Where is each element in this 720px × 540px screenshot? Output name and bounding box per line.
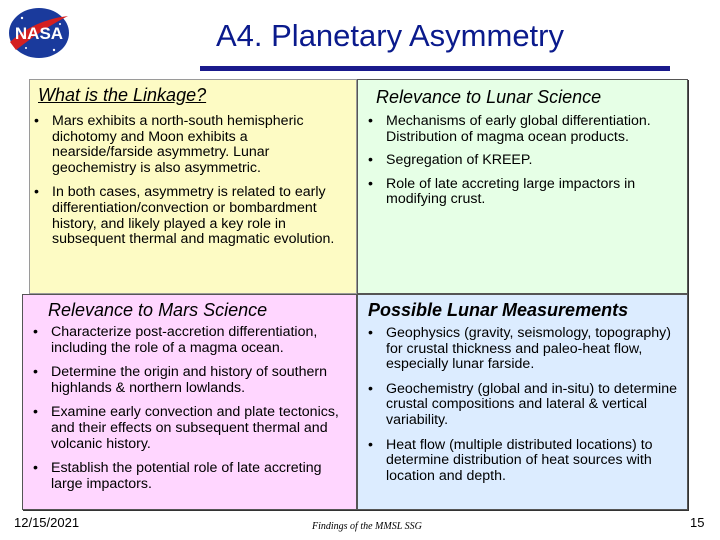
linkage-heading: What is the Linkage?	[38, 85, 207, 105]
lunar-relevance-panel	[357, 79, 688, 294]
mars-relevance-panel	[22, 294, 357, 510]
list-item: • Heat flow (multiple distributed locations) to determine distribution of heat sources with location and depth.	[364, 438, 684, 485]
list-item: • Role of late accreting large impactors in modifying crust.	[364, 177, 682, 208]
list-item: • Segregation of KREEP.	[364, 153, 682, 169]
mars-relevance-list	[29, 325, 355, 501]
lunar-relevance-list	[364, 114, 682, 216]
list-item: • Geochemistry (global and in-situ) to determine crustal compositions and lateral & vertical variability.	[364, 382, 684, 429]
mars-relevance-heading: Relevance to Mars Science	[48, 300, 268, 320]
linkage-panel	[29, 79, 357, 294]
linkage-list	[30, 114, 350, 257]
list-item: • Determine the origin and history of southern highlands & northern lowlands.	[29, 365, 355, 396]
lunar-relevance-heading: Relevance to Lunar Science	[376, 87, 602, 107]
page-number: 15	[690, 515, 705, 530]
footer-text: Findings of the MMSL SSG	[312, 521, 422, 532]
list-item: • In both cases, asymmetry is related to early differentiation/convection or bombardment history, and likely played a key role in subsequent thermal and magmatic evolution.	[30, 185, 350, 247]
page-title: A4. Planetary Asymmetry	[215, 18, 564, 53]
list-item: • Geophysics (gravity, seismology, topography) for crustal thickness and paleo-heat flow, especially lunar farside.	[364, 326, 684, 373]
list-item: • Establish the potential role of late accreting large impactors.	[29, 461, 355, 492]
lunar-measurements-heading: Possible Lunar Measurements	[368, 300, 629, 320]
footer-date: 12/15/2021	[14, 515, 80, 530]
list-item: • Mechanisms of early global differentiation. Distribution of magma ocean products.	[364, 114, 682, 145]
lunar-measurements-panel	[357, 294, 688, 510]
list-item: • Examine early convection and plate tectonics, and their effects on subsequent thermal and volcanic history.	[29, 405, 355, 452]
nasa-logo	[4, 6, 74, 60]
svg-text:NASA: NASA	[14, 24, 64, 43]
title-underline	[200, 66, 670, 71]
list-item: • Characterize post-accretion differentiation, including the role of a magma ocean.	[29, 325, 355, 356]
list-item: • Mars exhibits a north-south hemispheric dichotomy and Moon exhibits a nearside/farside asymmetry. Lunar geochemistry is also asymmetric.	[30, 114, 350, 176]
lunar-measurements-list	[364, 326, 684, 493]
